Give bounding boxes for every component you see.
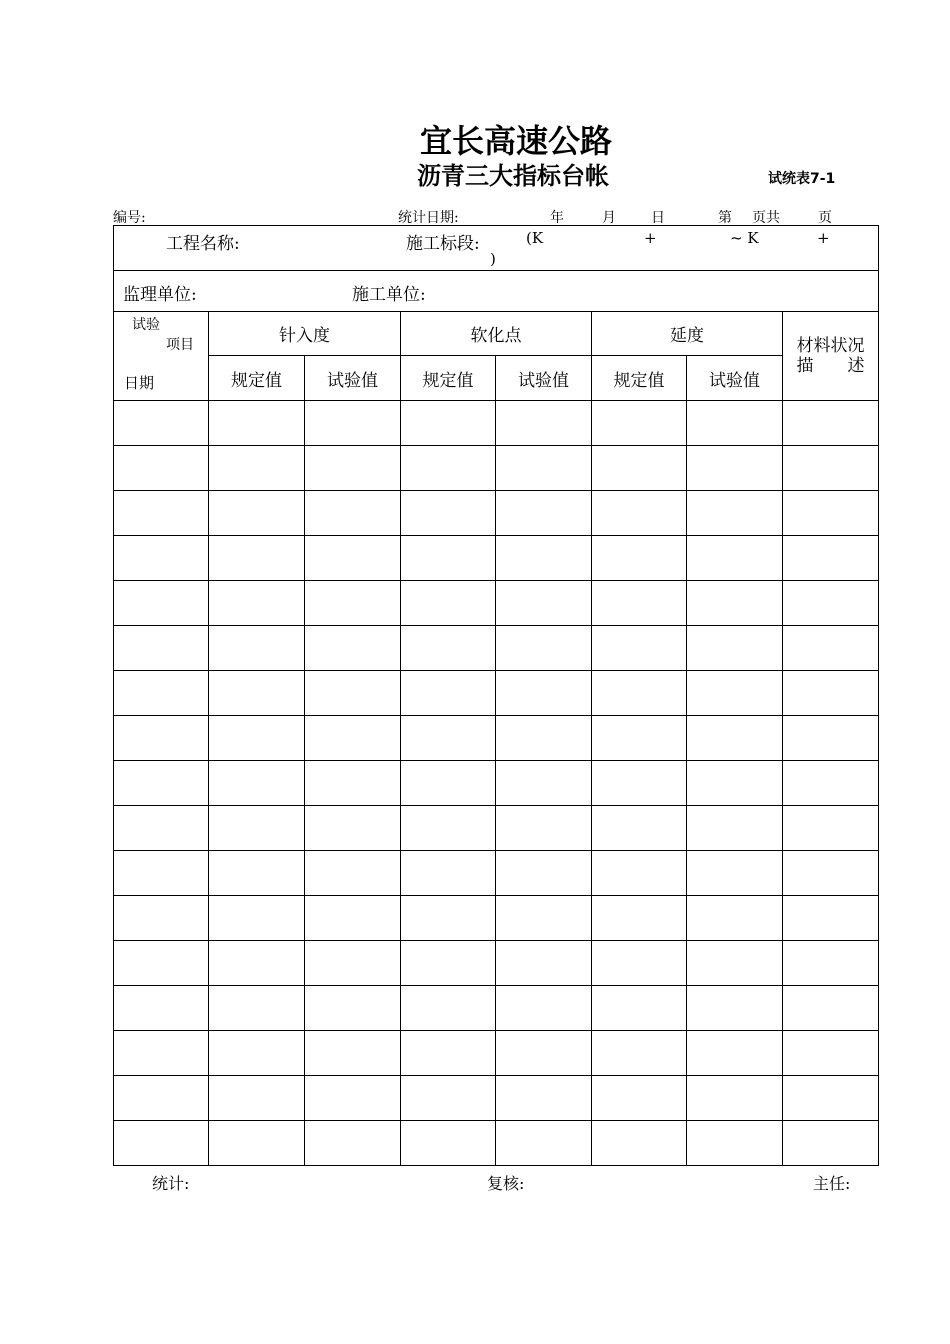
table-cell[interactable]	[687, 986, 783, 1031]
group-penetration: 针入度	[209, 312, 401, 356]
table-cell[interactable]	[783, 1076, 879, 1121]
table-cell[interactable]	[209, 536, 305, 581]
table-cell[interactable]	[209, 491, 305, 536]
table-cell[interactable]	[114, 401, 209, 446]
table-row	[114, 1031, 879, 1076]
table-cell[interactable]	[496, 716, 592, 761]
table-cell[interactable]	[305, 1121, 401, 1166]
table-cell[interactable]	[401, 896, 496, 941]
supervisor-label: 监理单位:	[123, 285, 197, 305]
table-cell[interactable]	[114, 851, 209, 896]
stat-signature-label: 统计:	[152, 1174, 190, 1193]
table-cell[interactable]	[305, 851, 401, 896]
table-cell[interactable]	[209, 941, 305, 986]
table-cell[interactable]	[592, 761, 687, 806]
table-cell[interactable]	[496, 536, 592, 581]
table-cell[interactable]	[114, 896, 209, 941]
table-cell[interactable]	[783, 626, 879, 671]
table-row	[114, 401, 879, 446]
table-row	[114, 716, 879, 761]
table-cell[interactable]	[401, 761, 496, 806]
page-mid: 页共	[752, 210, 780, 226]
sub-header: 试验值	[305, 356, 401, 401]
table-cell[interactable]	[496, 1076, 592, 1121]
section-start: (K	[526, 229, 544, 247]
table-cell[interactable]	[496, 896, 592, 941]
table-cell[interactable]	[496, 806, 592, 851]
table-cell[interactable]	[209, 1121, 305, 1166]
table-cell[interactable]	[687, 491, 783, 536]
table-cell[interactable]	[592, 986, 687, 1031]
table-cell[interactable]	[783, 536, 879, 581]
table-cell[interactable]	[209, 626, 305, 671]
serial-label: 编号:	[113, 210, 146, 226]
table-cell[interactable]	[114, 1031, 209, 1076]
table-cell[interactable]	[783, 986, 879, 1031]
table-cell[interactable]	[592, 581, 687, 626]
material-desc-header	[783, 312, 879, 401]
table-cell[interactable]	[209, 1031, 305, 1076]
table-cell[interactable]	[496, 761, 592, 806]
table-cell[interactable]	[687, 446, 783, 491]
group-ductility: 延度	[592, 312, 783, 356]
month-label: 月	[602, 210, 616, 226]
table-cell[interactable]	[114, 986, 209, 1031]
table-cell[interactable]	[687, 1031, 783, 1076]
table-row	[114, 986, 879, 1031]
table-cell[interactable]	[401, 671, 496, 716]
unit-info-row	[114, 271, 879, 312]
table-row	[114, 536, 879, 581]
table-row	[114, 806, 879, 851]
table-cell[interactable]	[687, 536, 783, 581]
corner-cell	[114, 312, 209, 401]
page-prefix: 第	[718, 210, 732, 226]
table-cell[interactable]	[401, 851, 496, 896]
table-row	[114, 851, 879, 896]
table-cell[interactable]	[305, 986, 401, 1031]
table-cell[interactable]	[401, 401, 496, 446]
table-cell[interactable]	[209, 896, 305, 941]
table-cell[interactable]	[209, 716, 305, 761]
sub-header: 规定值	[592, 356, 687, 401]
data-body	[114, 401, 879, 1166]
table-cell[interactable]	[592, 896, 687, 941]
table-cell[interactable]	[114, 941, 209, 986]
table-cell[interactable]	[114, 581, 209, 626]
table-cell[interactable]	[114, 761, 209, 806]
table-cell[interactable]	[114, 1076, 209, 1121]
project-name-label: 工程名称:	[166, 234, 240, 254]
table-cell[interactable]	[114, 716, 209, 761]
table-cell[interactable]	[592, 1076, 687, 1121]
table-cell[interactable]	[209, 761, 305, 806]
table-cell[interactable]	[401, 536, 496, 581]
table-cell[interactable]	[209, 806, 305, 851]
table-cell[interactable]	[305, 896, 401, 941]
form-code: 试统表7-1	[768, 171, 836, 187]
table-cell[interactable]	[687, 716, 783, 761]
table-row	[114, 581, 879, 626]
table-cell[interactable]	[783, 581, 879, 626]
table-cell[interactable]	[592, 401, 687, 446]
table-cell[interactable]	[496, 671, 592, 716]
table-cell[interactable]	[305, 671, 401, 716]
table-row	[114, 626, 879, 671]
table-cell[interactable]	[687, 1121, 783, 1166]
table-cell[interactable]	[592, 806, 687, 851]
table-cell[interactable]	[592, 491, 687, 536]
table-cell[interactable]	[687, 401, 783, 446]
table-cell[interactable]	[687, 896, 783, 941]
table-row	[114, 941, 879, 986]
table-row	[114, 671, 879, 716]
day-label: 日	[651, 210, 665, 226]
table-cell[interactable]	[496, 986, 592, 1031]
table-cell[interactable]	[209, 401, 305, 446]
table-cell[interactable]	[496, 581, 592, 626]
table-cell[interactable]	[496, 1031, 592, 1076]
table-cell[interactable]	[401, 1031, 496, 1076]
table-cell[interactable]	[783, 716, 879, 761]
document-subtitle: 沥青三大指标台帐	[417, 162, 609, 190]
ledger-table	[113, 225, 879, 1166]
table-cell[interactable]	[687, 1076, 783, 1121]
table-cell[interactable]	[209, 986, 305, 1031]
table-cell[interactable]	[783, 761, 879, 806]
table-cell[interactable]	[592, 536, 687, 581]
table-row	[114, 1121, 879, 1166]
table-cell[interactable]	[209, 851, 305, 896]
table-cell[interactable]	[401, 581, 496, 626]
table-cell[interactable]	[114, 671, 209, 716]
material-desc-line2: 描 述	[796, 356, 865, 376]
table-cell[interactable]	[209, 671, 305, 716]
section-plus-2: +	[817, 229, 830, 247]
corner-item-label: 项目	[166, 337, 194, 353]
table-cell[interactable]	[496, 941, 592, 986]
table-cell[interactable]	[305, 941, 401, 986]
table-cell[interactable]	[209, 1076, 305, 1121]
table-cell[interactable]	[592, 1121, 687, 1166]
table-cell[interactable]	[783, 1031, 879, 1076]
table-cell[interactable]	[401, 716, 496, 761]
table-cell[interactable]	[305, 446, 401, 491]
table-cell[interactable]	[496, 491, 592, 536]
group-softening-point: 软化点	[401, 312, 592, 356]
table-row	[114, 761, 879, 806]
table-cell[interactable]	[209, 446, 305, 491]
table-cell[interactable]	[592, 941, 687, 986]
table-cell[interactable]	[592, 626, 687, 671]
corner-date-label: 日期	[124, 374, 155, 392]
table-cell[interactable]	[305, 716, 401, 761]
table-cell[interactable]	[592, 1031, 687, 1076]
table-cell[interactable]	[496, 626, 592, 671]
table-cell[interactable]	[783, 401, 879, 446]
director-signature-label: 主任:	[813, 1174, 851, 1193]
table-cell[interactable]	[114, 1121, 209, 1166]
sub-header: 试验值	[687, 356, 783, 401]
review-signature-label: 复核:	[487, 1174, 525, 1193]
table-cell[interactable]	[305, 401, 401, 446]
table-cell[interactable]	[687, 581, 783, 626]
table-cell[interactable]	[401, 491, 496, 536]
section-tilde-k: ~ K	[730, 229, 759, 247]
table-cell[interactable]	[114, 626, 209, 671]
section-plus-1: +	[644, 229, 657, 247]
table-cell[interactable]	[401, 1076, 496, 1121]
contractor-label: 施工单位:	[352, 285, 426, 305]
table-cell[interactable]	[496, 851, 592, 896]
table-cell[interactable]	[401, 806, 496, 851]
table-cell[interactable]	[783, 851, 879, 896]
table-cell[interactable]	[305, 1031, 401, 1076]
page-suffix: 页	[818, 210, 832, 226]
table-cell[interactable]	[401, 626, 496, 671]
table-cell[interactable]	[496, 1121, 592, 1166]
table-cell[interactable]	[401, 446, 496, 491]
header-row-2	[114, 356, 879, 401]
corner-test-label: 试验	[132, 317, 160, 333]
table-cell[interactable]	[687, 806, 783, 851]
table-cell[interactable]	[305, 761, 401, 806]
table-cell[interactable]	[305, 626, 401, 671]
table-cell[interactable]	[592, 851, 687, 896]
table-cell[interactable]	[401, 941, 496, 986]
material-desc-line1: 材料状况	[796, 336, 865, 356]
table-cell[interactable]	[592, 716, 687, 761]
table-cell[interactable]	[687, 626, 783, 671]
table-cell[interactable]	[687, 941, 783, 986]
table-cell[interactable]	[305, 536, 401, 581]
table-cell[interactable]	[114, 536, 209, 581]
table-cell[interactable]	[114, 491, 209, 536]
table-row	[114, 896, 879, 941]
header-row-1	[114, 312, 879, 356]
table-cell[interactable]	[783, 1121, 879, 1166]
table-row	[114, 491, 879, 536]
table-cell[interactable]	[114, 446, 209, 491]
table-cell[interactable]	[592, 671, 687, 716]
table-cell[interactable]	[783, 941, 879, 986]
section-label: 施工标段:	[406, 234, 480, 254]
year-label: 年	[550, 210, 564, 226]
table-cell[interactable]	[305, 1076, 401, 1121]
table-cell[interactable]	[305, 806, 401, 851]
table-cell[interactable]	[496, 401, 592, 446]
table-cell[interactable]	[496, 446, 592, 491]
table-row	[114, 1076, 879, 1121]
table-cell[interactable]	[687, 851, 783, 896]
table-cell[interactable]	[783, 491, 879, 536]
stat-date-label: 统计日期:	[398, 210, 459, 226]
section-close-paren: )	[490, 250, 496, 268]
table-cell[interactable]	[114, 806, 209, 851]
table-row	[114, 446, 879, 491]
table-cell[interactable]	[401, 1121, 496, 1166]
table-cell[interactable]	[783, 896, 879, 941]
table-cell[interactable]	[783, 806, 879, 851]
table-cell[interactable]	[305, 491, 401, 536]
sub-header: 规定值	[401, 356, 496, 401]
table-cell[interactable]	[783, 446, 879, 491]
table-cell[interactable]	[401, 986, 496, 1031]
table-cell[interactable]	[783, 671, 879, 716]
table-cell[interactable]	[687, 671, 783, 716]
table-cell[interactable]	[687, 761, 783, 806]
table-cell[interactable]	[592, 446, 687, 491]
document-title: 宜长高速公路	[419, 122, 612, 160]
table-cell[interactable]	[209, 581, 305, 626]
sub-header: 规定值	[209, 356, 305, 401]
table-cell[interactable]	[305, 581, 401, 626]
project-info-row	[114, 226, 879, 271]
sub-header: 试验值	[496, 356, 592, 401]
